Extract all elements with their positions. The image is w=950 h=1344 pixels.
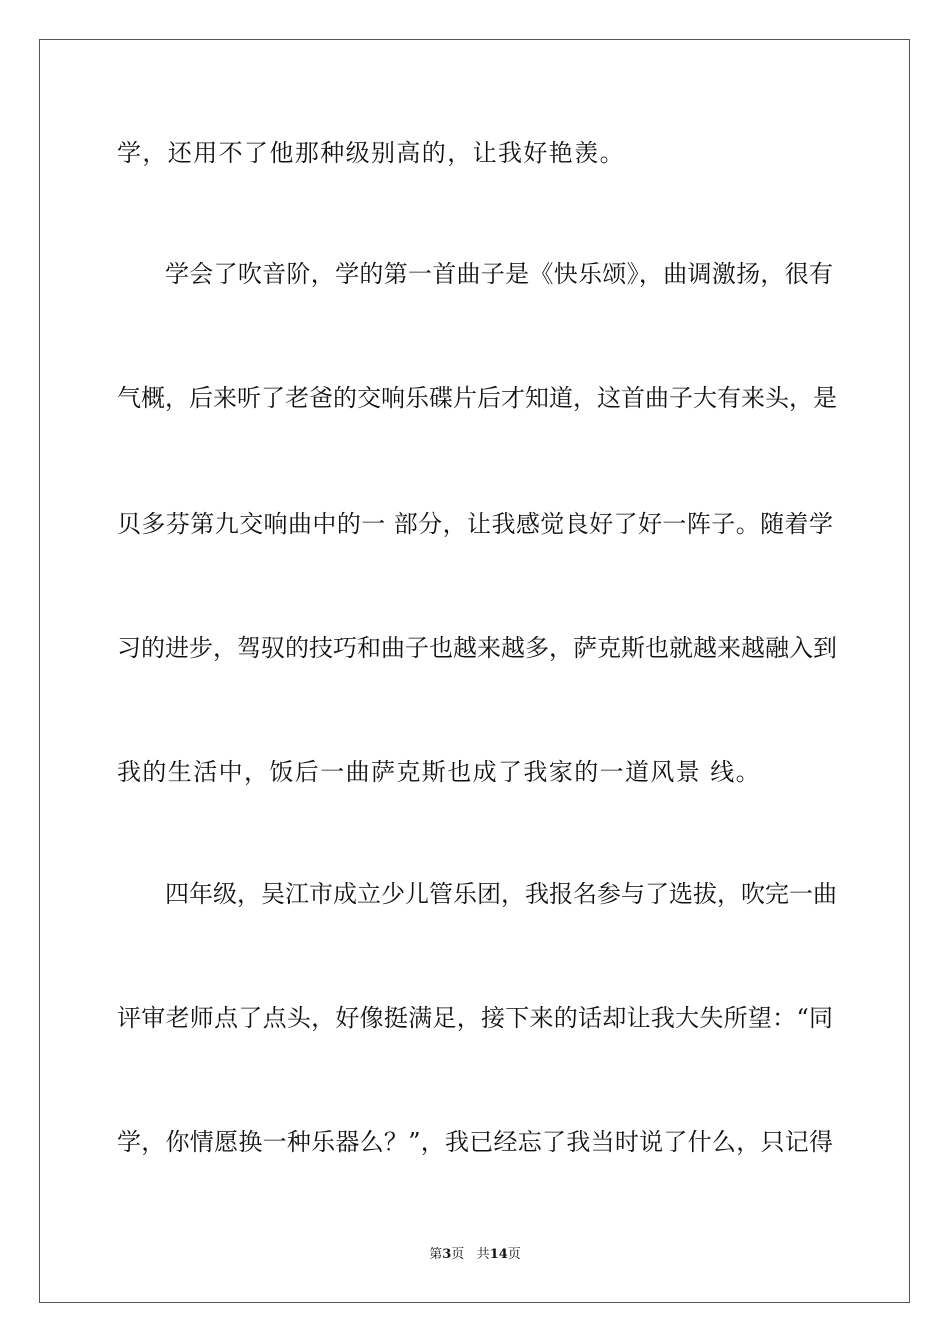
paragraph-line-4: 贝多芬第九交响曲中的一 部分，让我感觉良好了好一阵子。随着学: [117, 510, 833, 538]
footer-page-number: 3: [442, 1247, 452, 1262]
paragraph-line-6: 我的生活中，饭后一曲萨克斯也成了我家的一道风景 线。: [117, 758, 762, 786]
paragraph-line-2: 学会了吹音阶，学的第一首曲子是《快乐颂》，曲调激扬，很有: [165, 260, 833, 288]
paragraph-line-9: 学，你情愿换一种乐器么？”，我已经忘了我当时说了什么，只记得: [117, 1128, 833, 1156]
footer-total-pages: 14: [489, 1247, 508, 1262]
footer-prefix: 第: [429, 1247, 443, 1262]
page-number-footer: [0, 1246, 950, 1264]
paragraph-line-7: 四年级，吴江市成立少儿管乐团，我报名参与了选拔，吹完一曲: [165, 880, 837, 908]
footer-total-suffix: 页: [507, 1247, 521, 1262]
footer-page-suffix: 页: [451, 1247, 465, 1262]
paragraph-line-3: 气概，后来听了老爸的交响乐碟片后才知道，这首曲子大有来头，是: [117, 384, 837, 412]
paragraph-line-8: 评审老师点了点头，好像挺满足，接下来的话却让我大失所望：“同: [117, 1004, 833, 1032]
paragraph-line-1: 学，还用不了他那种级别高的，让我好艳羡。: [117, 139, 625, 167]
footer-total-prefix: 共: [476, 1247, 490, 1262]
paragraph-line-5: 习的进步，驾驭的技巧和曲子也越来越多，萨克斯也就越来越融入到: [117, 634, 837, 662]
page-border: [39, 39, 910, 1303]
